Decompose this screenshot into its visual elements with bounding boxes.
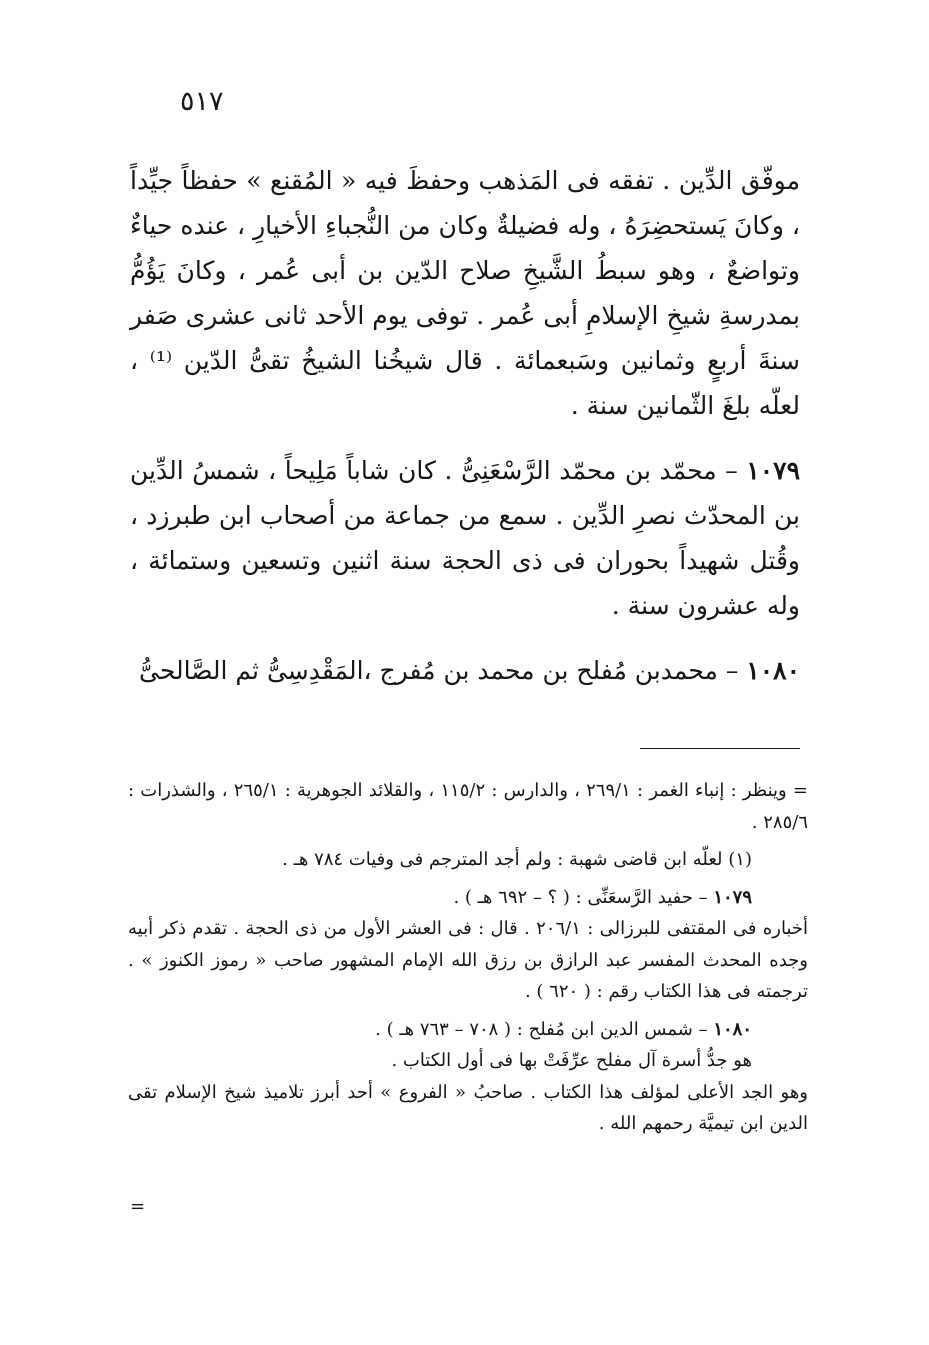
footnote-1079-number: ١٠٧٩ [713,886,752,908]
footnote-1080-heading [128,1014,808,1046]
footnote-continuation: = وينظر : إنباء الغمر : ٢٦٩/١ ، والدارس : ١١٥/٢ ، والقلائد الجوهرية : ٢٦٥/١ ، والشذرات : ٢٨٥/٦ . [128,780,808,833]
footnote-1079-heading [128,882,808,914]
entry-1080 [130,648,800,693]
page-number: ٥١٧ [180,86,224,117]
continued-mark: = [130,1196,146,1217]
footnote-1080-number: ١٠٨٠ [713,1018,752,1040]
entry-1080-text: – محمدبن مُفلح بن محمد بن مُفرج ،المَقْدِسِىُّ ثم الصَّالحىُّ [139,656,739,685]
footnote-1079-title: – حفيد الرَّسعَنِّى : ( ؟ – ٦٩٢ هـ ) . [453,886,708,908]
entry-1079 [130,448,800,628]
entry-1079-text: – محمّد بن محمّد الرَّسْعَنِىُّ . كان شاباً مَلِيحاً ، شمسُ الدِّين بن المحدّث نصرِ الدِّين . سمع من جماعة من أصحاب ابن طبرزد ، وقُتل شهيداً بحوران فى ذى الحجة سنة اثنين وتسعين وستمائة ، وله عشرون سنة . [130,456,800,620]
main-text [130,158,800,693]
entry-1080-number: ١٠٨٠ [746,656,800,685]
biography-continuation: موفّق الدِّين . تفقه فى المَذهب وحفظَ فيه « المُقنع » حفظاً جيِّداً ، وكانَ يَستحضِرَهُ ، وله فضيلةٌ وكان من النُّجباءِ الأخيارِ ، عنده حياءٌ وتواضعٌ ، وهو سبطُ الشَّيخِ صلاح الدّين بن أبى عُمر ، وكانَ يَؤُمُّ بمدرسةِ شيخِ الإسلامِ أبى عُمر . توفى يوم الأحد ثانى عشرى صَفر سنةَ أربعٍ وثمانين وسَبعمائة . قال شيخُنا الشيخُ تقىُّ الدّين ⁽¹⁾ ، لعلّه بلغَ الثّمانين سنة . [130,166,801,420]
footnotes [128,775,808,1140]
entry-1079-number: ١٠٧٩ [746,456,800,485]
footnote-1080-title: – شمس الدين ابن مُفلح : ( ٧٠٨ – ٧٦٣ هـ ) . [375,1018,708,1040]
footnote-1: (١) لعلّه ابن قاضى شهبة : ولم أجد المترجم فى وفيات ٧٨٤ هـ . [282,849,752,870]
footnote-1079-body: أخباره فى المقتفى للبرزالى : ٢٠٦/١ . قال : فى العشر الأول من ذى الحجة . تقدم ذكر أبيه وجده المحدث المفسر عبد الرازق بن رزق الله الإمام المشهور صاحب « رموز الكنوز » . ترجمته فى هذا الكتاب رقم : ( ٦٢٠ ) . [128,918,808,1002]
footnote-1080-line-2: وهو الجد الأعلى لمؤلف هذا الكتاب . صاحبُ « الفروع » أحد أبرز تلاميذ شيخ الإسلام تقى الدين ابن تيميَّة رحمهم الله . [128,1081,808,1134]
footnote-1080-line-1: هو جدُّ أسرة آل مفلح عرِّفَتْ بها فى أول الكتاب . [391,1050,752,1071]
footnote-divider [640,748,800,749]
